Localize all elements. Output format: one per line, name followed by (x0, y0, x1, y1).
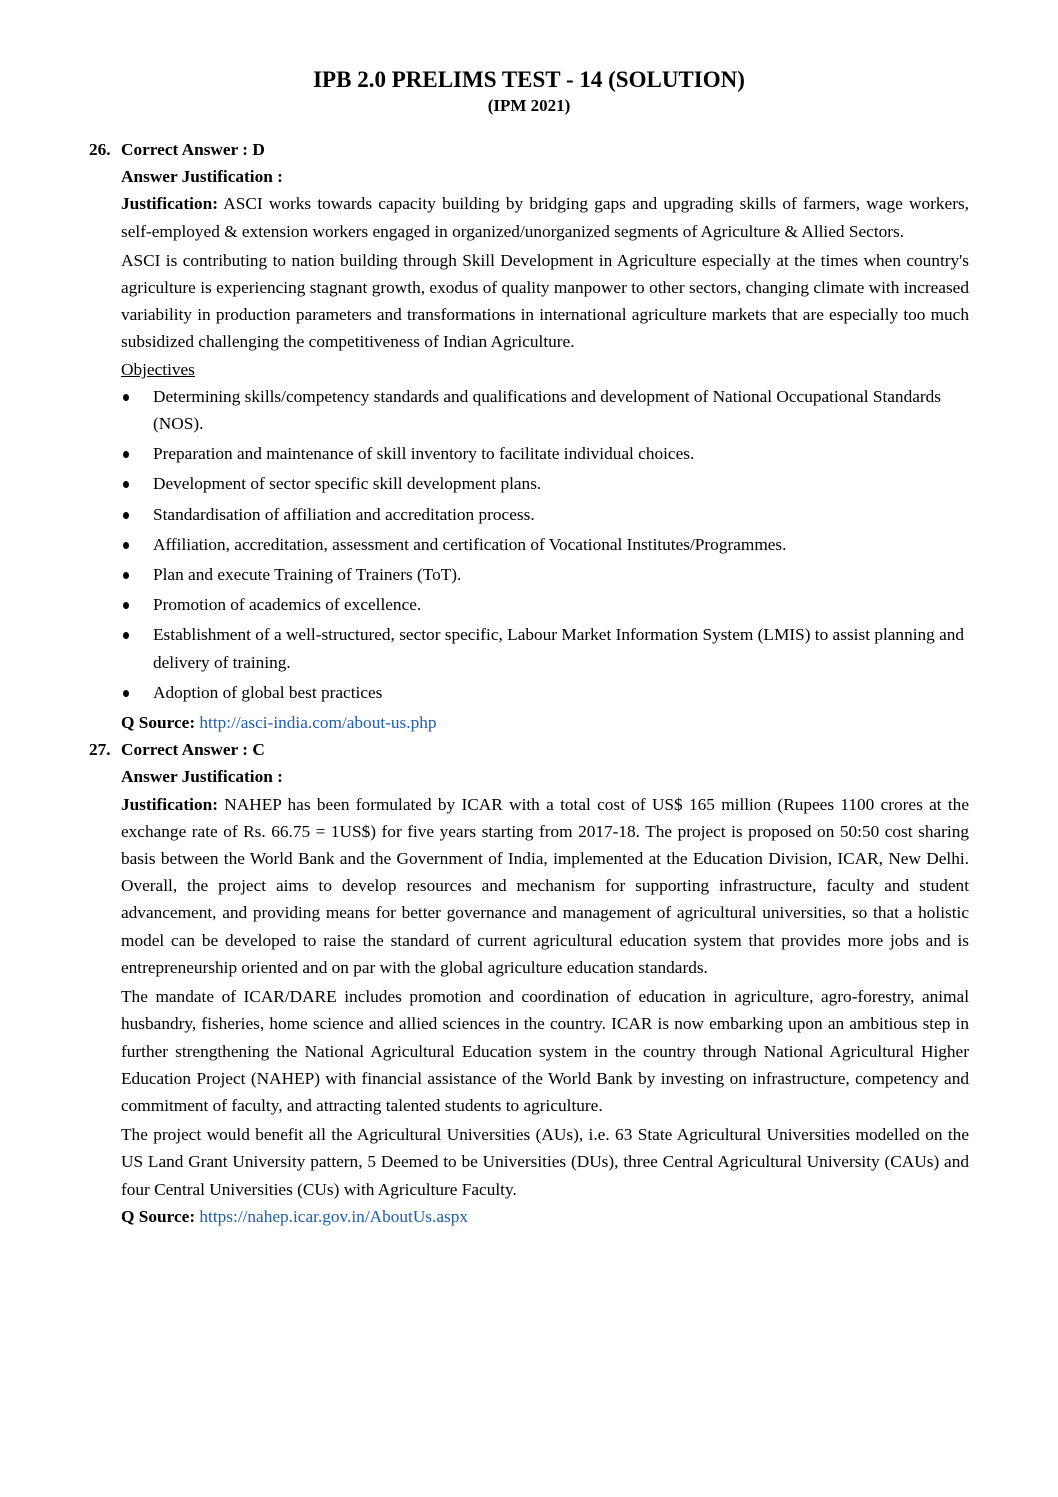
justification-text: ASCI works towards capacity building by bridging gaps and upgrading skills of farmers, wage workers, self-employed & extension workers engaged in organized/unorganized segments of Agriculture & Allied Sectors. (121, 194, 969, 241)
bullet-icon (123, 451, 129, 458)
source-label: Q Source: (121, 713, 196, 733)
justification-text: NAHEP has been formulated by ICAR with a total cost of US$ 165 million (Rupees 1100 crores at the exchange rate of Rs. 66.75 = 1US$) for five years starting from 2017-18. The project is proposed on 50:50 cost sharing basis between the World Bank and the Government of India, implemented at the Education Division, ICAR, New Delhi. Overall, the project aims to develop resources and mechanism for supporting infrastructure, faculty and student advancement, and providing means for better governance and management of agricultural universities, so that a holistic model can be developed to raise the standard of current agricultural education system that provides more jobs and is entrepreneurship oriented and on par with the global agriculture education standards. (121, 794, 969, 977)
body-paragraph: ASCI is contributing to nation building through Skill Development in Agriculture especially at the times when country's agriculture is experiencing stagnant growth, exodus of quality manpower to other sectors, changing climate with increased variability in production parameters and transformations in international agriculture markets that are especially too much subsidized challenging the competitiveness of Indian Agriculture. (121, 250, 969, 352)
question-27 (89, 736, 969, 1230)
document-body (89, 136, 969, 1230)
question-number: 27. (89, 740, 111, 760)
justification-paragraph (121, 791, 969, 981)
justification-label: Justification: (121, 194, 218, 214)
list-item: Standardisation of affiliation and accreditation process. (121, 501, 969, 528)
bullet-icon (123, 602, 129, 609)
correct-answer: Correct Answer : C (121, 740, 265, 760)
list-item: Plan and execute Training of Trainers (ToT). (121, 561, 969, 588)
bullet-icon (123, 512, 129, 519)
list-item: Adoption of global best practices (121, 679, 969, 706)
answer-justification-heading: Answer Justification : (121, 167, 283, 187)
question-26 (89, 136, 969, 736)
objectives-list (121, 383, 969, 706)
bullet-icon (123, 481, 129, 488)
objectives-heading: Objectives (121, 359, 195, 379)
question-source (121, 1203, 969, 1230)
question-number: 26. (89, 140, 111, 159)
document-subtitle: (IPM 2021) (487, 96, 571, 115)
bullet-icon (123, 632, 129, 639)
answer-justification-heading: Answer Justification : (121, 767, 283, 787)
list-item: Establishment of a well-structured, sector specific, Labour Market Information System (LMIS) to assist planning and delivery of training. (121, 621, 969, 675)
justification-label: Justification: (121, 794, 218, 814)
bullet-icon (123, 690, 129, 697)
list-item: Promotion of academics of excellence. (121, 591, 969, 618)
bullet-icon (123, 572, 129, 579)
document-title: IPB 2.0 PRELIMS TEST - 14 (SOLUTION) (313, 67, 745, 92)
source-link[interactable]: http://asci-india.com/about-us.php (199, 713, 437, 733)
question-source (121, 709, 969, 736)
list-item: Determining skills/competency standards and qualifications and development of National Occupational Standards (NOS). (121, 383, 969, 437)
list-item: Development of sector specific skill development plans. (121, 470, 969, 497)
body-paragraph: The mandate of ICAR/DARE includes promotion and coordination of education in agriculture, agro-forestry, animal husbandry, fisheries, home science and allied sciences in the country. ICAR is now embarking upon an ambitious step in further strengthening the National Agricultural Education system in the country through National Agricultural Higher Education Project (NAHEP) with financial assistance of the World Bank by investing on infrastructure, competency and commitment of faculty, and attracting talented students to agriculture. (121, 987, 969, 1115)
bullet-icon (123, 394, 129, 401)
list-item: Affiliation, accreditation, assessment and certification of Vocational Institutes/Programmes. (121, 531, 969, 558)
list-item: Preparation and maintenance of skill inventory to facilitate individual choices. (121, 440, 969, 467)
correct-answer: Correct Answer : D (121, 140, 265, 159)
source-label: Q Source: (121, 1206, 196, 1226)
source-link[interactable]: https://nahep.icar.gov.in/AboutUs.aspx (199, 1206, 469, 1226)
body-paragraph: The project would benefit all the Agricultural Universities (AUs), i.e. 63 State Agricultural Universities modelled on the US Land Grant University pattern, 5 Deemed to be Universities (DUs), three Central Agricultural University (CAUs) and four Central Universities (CUs) with Agriculture Faculty. (121, 1125, 969, 1199)
justification-paragraph (121, 190, 969, 244)
bullet-icon (123, 542, 129, 549)
